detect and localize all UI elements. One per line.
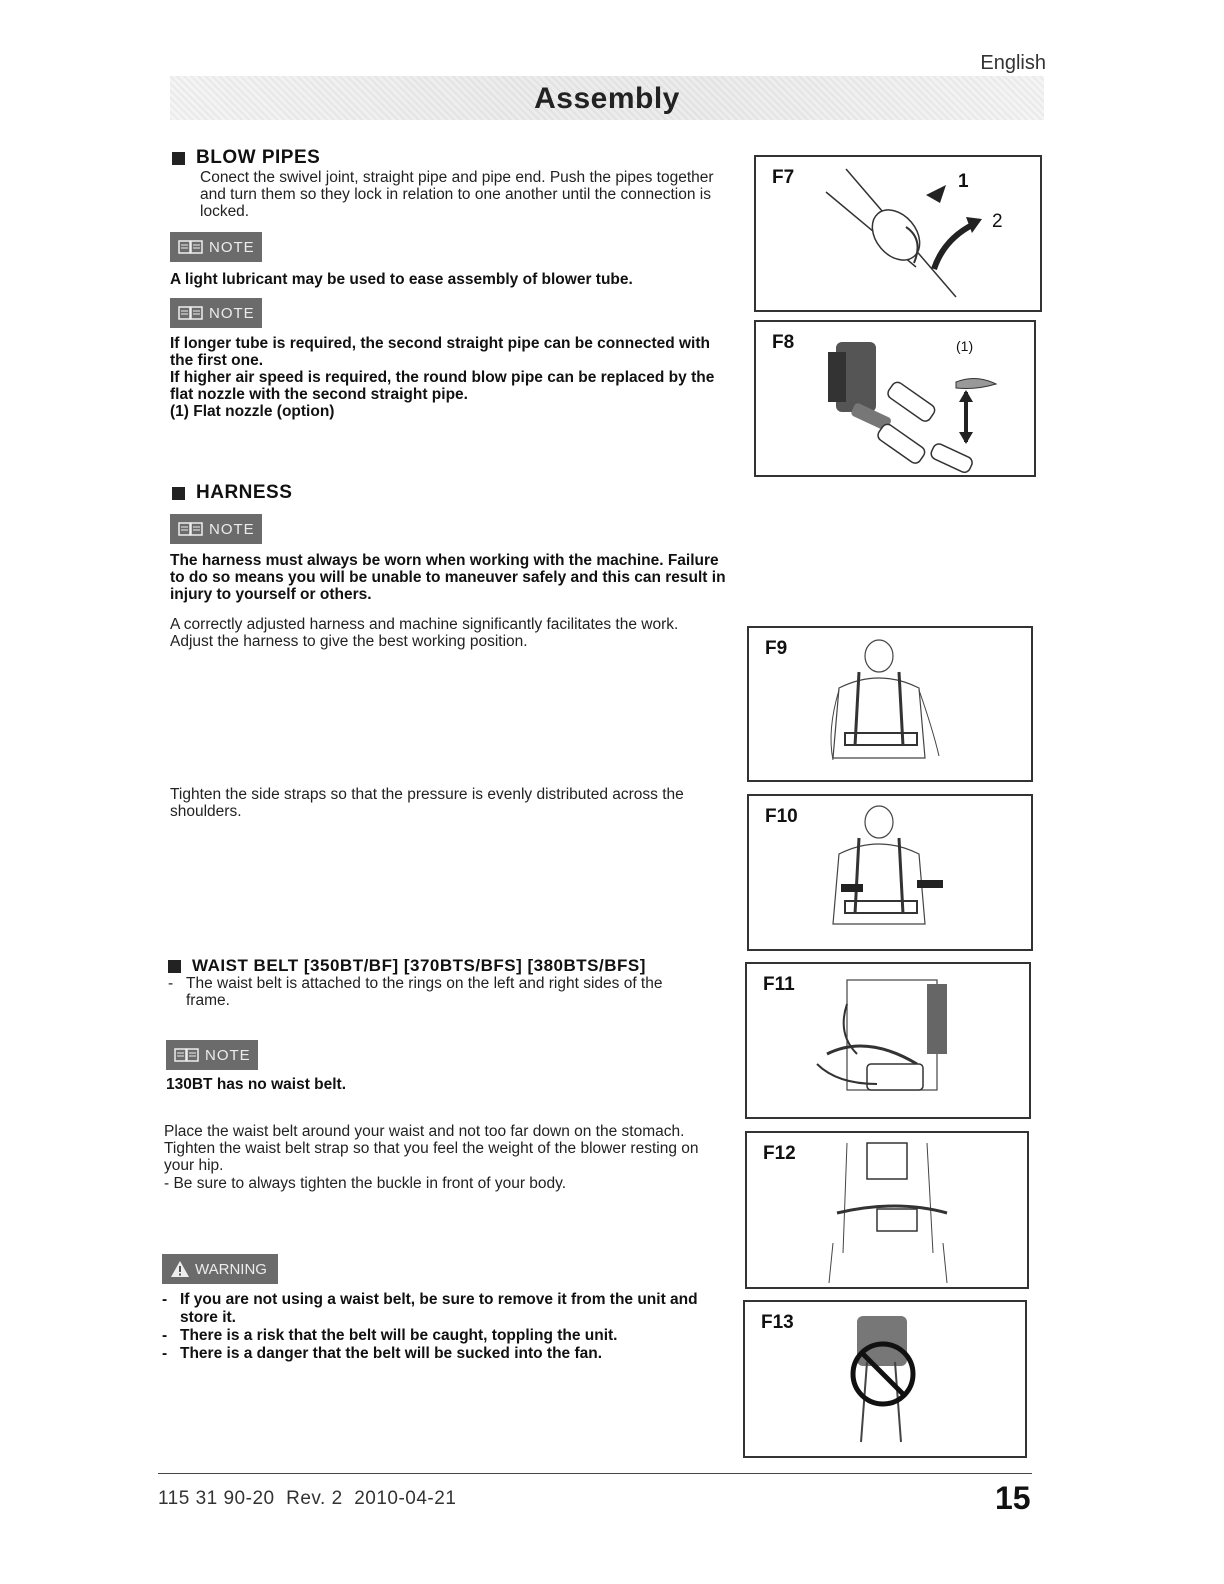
note-label: NOTE xyxy=(209,520,255,538)
figure-f9 xyxy=(747,626,1033,782)
note-line: (1) Flat nozzle (option) xyxy=(170,403,335,420)
harness-note-text: The harness must always be worn when working with the machine. Failure to do so means you will be unable to maneuver safely and this can result in injury to yourself or others. xyxy=(170,552,726,603)
warning-item: - There is a danger that the belt will be sucked into the fan. xyxy=(160,1345,710,1363)
waist-belt-text-buckle: - Be sure to always tighten the buckle in front of your body. xyxy=(164,1175,567,1192)
harness-text-adjust: A correctly adjusted harness and machine significantly facilitates the work. Adjust the harness to give the best working position. xyxy=(170,616,679,650)
warning-label: WARNING xyxy=(195,1260,267,1278)
section-banner xyxy=(170,76,1044,120)
footer-rule xyxy=(158,1473,1032,1474)
figure-f13 xyxy=(743,1300,1027,1458)
figure-f12 xyxy=(745,1131,1029,1289)
note-badge xyxy=(170,232,262,262)
note-badge xyxy=(170,514,262,544)
book-icon xyxy=(174,1047,200,1063)
language-label: English xyxy=(980,52,1046,74)
warning-badge xyxy=(162,1254,278,1284)
figure-label: F9 xyxy=(765,638,788,659)
note-text-lubricant: A light lubricant may be used to ease assembly of blower tube. xyxy=(170,271,633,288)
note-label: NOTE xyxy=(209,304,255,322)
bullet-square-icon xyxy=(172,487,185,500)
document-reference: 115 31 90-20 Rev. 2 2010-04-21 xyxy=(158,1488,457,1509)
callout-number: 1 xyxy=(958,171,969,192)
list-item: - The waist belt is attached to the rings on the left and right sides of the frame. xyxy=(166,975,706,1009)
figure-f7 xyxy=(754,155,1042,312)
figure-f10 xyxy=(747,794,1033,951)
figure-label: F11 xyxy=(763,974,795,995)
waist-belt-heading xyxy=(168,956,646,976)
harness-text-side-straps: Tighten the side straps so that the pressure is evenly distributed across the shoulders. xyxy=(170,786,684,820)
harness-heading xyxy=(172,482,292,504)
warning-list xyxy=(160,1291,710,1363)
waist-belt-note-text: 130BT has no waist belt. xyxy=(166,1076,347,1093)
note-line: If longer tube is required, the second straight pipe can be connected with the first one. xyxy=(170,335,710,369)
waist-belt-text-place: Place the waist belt around your waist and not too far down on the stomach. Tighten the waist belt strap so that you feel the weight of the blower resting on your hip. xyxy=(164,1123,699,1174)
book-icon xyxy=(178,521,204,537)
blow-pipes-text: Conect the swivel joint, straight pipe and pipe end. Push the pipes together and turn them so they lock in relation to one another until the connection is locked. xyxy=(200,169,714,220)
note-text-longer-tube xyxy=(170,335,720,420)
book-icon xyxy=(178,305,204,321)
callout-number: 2 xyxy=(992,211,1003,232)
warning-item: - There is a risk that the belt will be caught, toppling the unit. xyxy=(160,1327,710,1345)
figure-label: F12 xyxy=(763,1143,796,1164)
waist-belt-list xyxy=(166,975,706,1009)
harness-heading-text: HARNESS xyxy=(196,482,293,503)
figure-f8 xyxy=(754,320,1036,477)
note-badge xyxy=(166,1040,258,1070)
waist-belt-heading-text: WAIST BELT [350BT/BF] [370BTS/BFS] [380BTS/BFS] xyxy=(192,956,646,975)
page-number: 15 xyxy=(995,1480,1031,1516)
arrow-icon xyxy=(926,185,946,203)
page-title: Assembly xyxy=(534,82,680,115)
note-label: NOTE xyxy=(209,238,255,256)
figure-label: F10 xyxy=(765,806,798,827)
figure-f11 xyxy=(745,962,1031,1119)
blow-pipes-heading-text: BLOW PIPES xyxy=(196,147,321,168)
bullet-square-icon xyxy=(172,152,185,165)
book-icon xyxy=(178,239,204,255)
blow-pipes-heading xyxy=(172,147,320,169)
note-badge xyxy=(170,298,262,328)
callout-number: (1) xyxy=(956,338,974,354)
warning-item: - If you are not using a waist belt, be sure to remove it from the unit and store it. xyxy=(160,1291,710,1327)
figure-label: F8 xyxy=(772,332,795,353)
figure-label: F7 xyxy=(772,167,795,188)
figure-label: F13 xyxy=(761,1312,794,1333)
warning-triangle-icon xyxy=(170,1260,190,1278)
harness-wearer-illustration xyxy=(749,628,1031,780)
bullet-square-icon xyxy=(168,960,181,973)
note-line: If higher air speed is required, the round blow pipe can be replaced by the flat nozzle with the second straight pipe. xyxy=(170,369,715,403)
pipe-connection-illustration xyxy=(756,157,1040,310)
note-label: NOTE xyxy=(205,1046,251,1064)
blower-nozzle-illustration xyxy=(756,322,1034,475)
